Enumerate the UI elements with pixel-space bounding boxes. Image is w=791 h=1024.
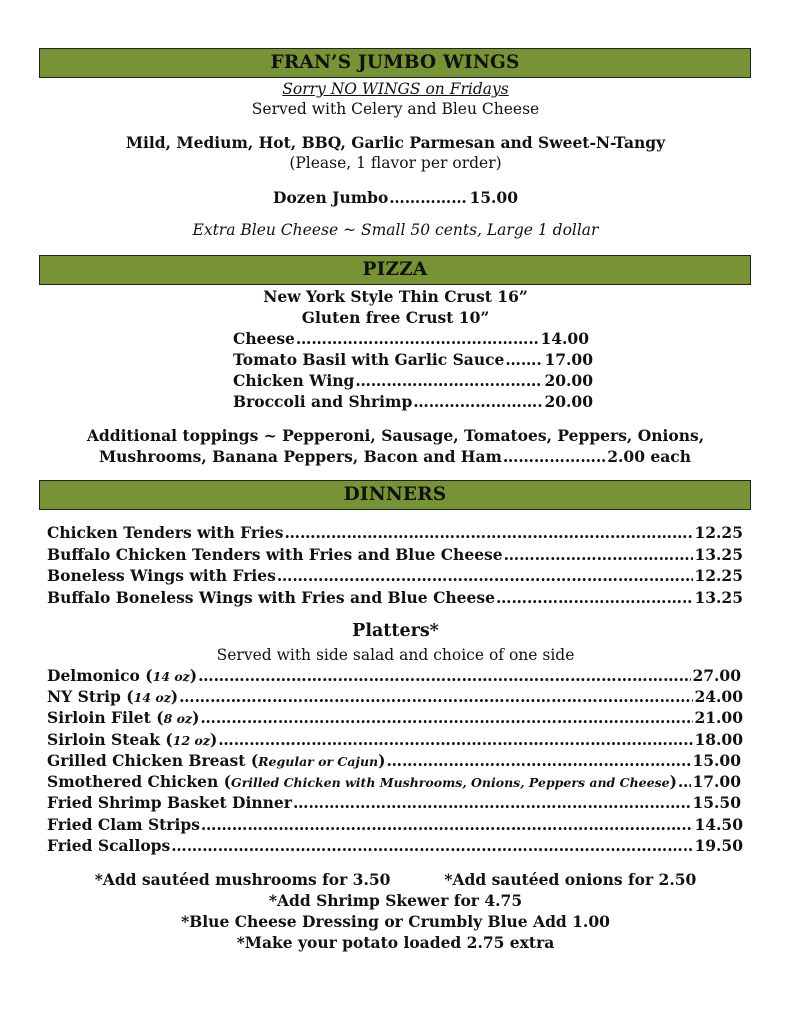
menu-item-price: 19.50	[694, 836, 743, 855]
menu-item-price: 13.25	[694, 588, 743, 607]
dot-leader	[293, 792, 691, 814]
menu-item-name: Fried Clam Strips	[47, 815, 200, 834]
dinners-title: DINNERS	[343, 484, 447, 505]
menu-item-paren: )	[170, 687, 179, 706]
wings-item-row	[273, 187, 518, 209]
pizza-item-row	[233, 370, 593, 392]
menu-item-price: 15.50	[692, 793, 741, 812]
pizza-toppings-line-1: Additional toppings ~ Pepperoni, Sausage, Tomatoes, Peppers, Onions,	[86, 426, 705, 445]
menu-item-name: Grilled Chicken Breast (	[47, 751, 259, 770]
platter-item-row	[47, 729, 743, 752]
dot-leader	[277, 565, 694, 587]
platters-subtitle: Served with side salad and choice of one side	[216, 646, 575, 664]
dot-leader	[171, 835, 693, 857]
menu-item-name: Fried Shrimp Basket Dinner	[47, 793, 292, 812]
menu-item-note: 14 oz	[133, 690, 171, 705]
platter-item-row	[47, 835, 743, 857]
wings-extra-note: Extra Bleu Cheese ~ Small 50 cents, Large 1 dollar	[192, 221, 599, 239]
dot-leader	[413, 391, 543, 413]
platter-item-row	[47, 665, 741, 688]
platters-title: Platters*	[352, 621, 439, 641]
menu-item-note: 12 oz	[172, 733, 210, 748]
wings-title: FRAN’S JUMBO WINGS	[270, 52, 520, 73]
pizza-item-row	[233, 328, 589, 350]
menu-item-price: 14.00	[540, 329, 589, 348]
dot-leader	[200, 707, 693, 729]
menu-item-paren: )	[189, 666, 198, 685]
menu-item-name: Delmonico (	[47, 666, 153, 685]
menu-item-name: Buffalo Boneless Wings with Fries and Blue Cheese	[47, 588, 495, 607]
menu-item-name: Fried Scallops	[47, 836, 171, 855]
wings-served-with: Served with Celery and Bleu Cheese	[251, 100, 540, 118]
addon-line-1: *Add sautéed mushrooms for 3.50 *Add sautéed onions for 2.50	[94, 870, 697, 889]
menu-item-name: Buffalo Chicken Tenders with Fries and Blue Cheese	[47, 545, 503, 564]
menu-item-price: 24.00	[694, 687, 743, 706]
platter-item-row	[47, 771, 741, 794]
menu-item-price: 15.00	[692, 751, 741, 770]
menu-item-price: 17.00	[692, 772, 741, 791]
menu-item-name: Sirloin Steak (	[47, 730, 173, 749]
platter-item-row	[47, 750, 741, 773]
menu-item-price: 12.25	[694, 523, 743, 542]
dinners-section-banner	[39, 480, 751, 510]
dot-leader	[218, 729, 693, 751]
menu-item-price: 27.00	[692, 666, 741, 685]
pizza-crust-2: Gluten free Crust 10”	[301, 308, 490, 327]
pizza-crust-1: New York Style Thin Crust 16”	[263, 287, 528, 306]
addon-line-4: *Make your potato loaded 2.75 extra	[236, 933, 555, 952]
dot-leader	[198, 665, 691, 687]
menu-item-name: Chicken Tenders with Fries	[47, 523, 284, 542]
pizza-section-banner	[39, 255, 751, 285]
menu-item-price: 13.25	[694, 545, 743, 564]
dot-leader	[285, 522, 694, 544]
dot-leader	[496, 587, 693, 609]
menu-item-name: Boneless Wings with Fries	[47, 566, 276, 585]
wings-flavors: Mild, Medium, Hot, BBQ, Garlic Parmesan and Sweet-N-Tangy	[125, 133, 666, 152]
menu-item-paren: )	[209, 730, 218, 749]
dot-leader	[505, 349, 543, 371]
menu-item-price: 12.25	[694, 566, 743, 585]
pizza-toppings-row	[99, 446, 691, 468]
menu-item-price: 18.00	[694, 730, 743, 749]
pizza-item-row	[233, 391, 593, 413]
dinner-item-row	[47, 565, 743, 587]
menu-item-note: Grilled Chicken with Mushrooms, Onions, Peppers and Cheese	[231, 775, 670, 790]
dot-leader	[504, 544, 694, 566]
pizza-title: PIZZA	[362, 259, 428, 280]
wings-section-banner	[39, 48, 751, 78]
addon-line-2: *Add Shrimp Skewer for 4.75	[268, 891, 523, 910]
menu-item-price: 17.00	[544, 350, 593, 369]
platter-item-row	[47, 707, 743, 730]
menu-item-price: 20.00	[544, 392, 593, 411]
dot-leader	[386, 750, 691, 772]
menu-item-price: 20.00	[544, 371, 593, 390]
toppings-price: 2.00 each	[607, 447, 691, 466]
menu-item-paren: )	[669, 772, 677, 791]
platter-item-row	[47, 792, 741, 814]
menu-item-price: 21.00	[694, 708, 743, 727]
dot-leader	[355, 370, 543, 392]
menu-item-name: NY Strip (	[47, 687, 134, 706]
menu-item-note: 8 oz	[163, 711, 193, 726]
menu-item-paren: )	[378, 751, 386, 770]
dinner-item-row	[47, 544, 743, 566]
menu-item-price: 15.00	[469, 188, 518, 207]
platter-item-row	[47, 686, 743, 709]
menu-item-name: Cheese	[233, 329, 295, 348]
dot-leader	[296, 328, 540, 350]
menu-item-name: Tomato Basil with Garlic Sauce	[233, 350, 505, 369]
menu-item-name: Sirloin Filet (	[47, 708, 164, 727]
dot-leader	[389, 187, 468, 209]
dot-leader	[503, 446, 606, 468]
menu-item-name: Smothered Chicken (	[47, 772, 232, 791]
menu-item-price: 14.50	[694, 815, 743, 834]
dot-leader	[179, 686, 693, 708]
dot-leader	[678, 771, 692, 793]
addon-line-3: *Blue Cheese Dressing or Crumbly Blue Add 1.00	[181, 912, 610, 931]
dinner-item-row	[47, 587, 743, 609]
pizza-item-row	[233, 349, 593, 371]
menu-item-name: Broccoli and Shrimp	[233, 392, 413, 411]
platter-item-row	[47, 814, 743, 836]
wings-notice: Sorry NO WINGS on Fridays	[282, 80, 509, 98]
menu-item-name: Dozen Jumbo	[273, 188, 389, 207]
menu-item-paren: )	[192, 708, 200, 727]
dinner-item-row	[47, 522, 743, 544]
menu-item-name: Chicken Wing	[233, 371, 355, 390]
menu-item-note: 14 oz	[152, 669, 190, 684]
dot-leader	[201, 814, 694, 836]
menu-item-note: Regular or Cajun	[258, 754, 379, 769]
wings-flavor-note: (Please, 1 flavor per order)	[289, 154, 502, 172]
toppings-list: Mushrooms, Banana Peppers, Bacon and Ham	[99, 447, 502, 466]
